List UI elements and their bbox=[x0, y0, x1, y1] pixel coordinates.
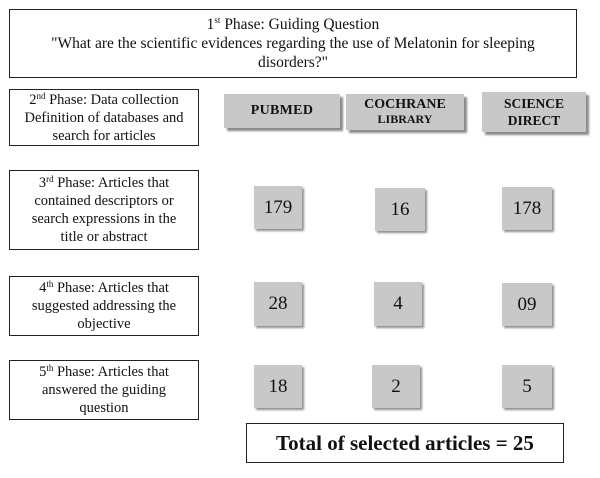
phase-2-line-3: search for articles bbox=[52, 127, 156, 144]
phase-2-box bbox=[9, 89, 199, 146]
phase-5-line-3: question bbox=[79, 400, 129, 416]
database-science-direct: SCIENCE DIRECT bbox=[482, 92, 586, 132]
database-cochrane-library: COCHRANE LIBRARY bbox=[346, 94, 464, 130]
phase-4-heading: 4th Phase: Articles that bbox=[39, 279, 169, 296]
phase-3-line-3: search expressions in the bbox=[31, 211, 177, 227]
phase-3-heading: 3rd Phase: Articles that bbox=[38, 174, 170, 191]
count-phase-4-science-direct: 09 bbox=[502, 283, 552, 326]
phase-5-line-2: answered the guiding bbox=[41, 382, 167, 398]
phase-3-box bbox=[9, 170, 199, 250]
count-phase-4-pubmed: 28 bbox=[254, 282, 302, 326]
phase-4-line-3: objective bbox=[77, 316, 131, 332]
phase-5-box bbox=[9, 360, 199, 420]
count-phase-3-science-direct: 178 bbox=[502, 187, 552, 230]
count-phase-5-cochrane: 2 bbox=[372, 365, 420, 408]
phase-4-line-2: suggested addressing the bbox=[31, 298, 177, 314]
phase-4-box bbox=[9, 276, 199, 336]
phase-3-line-4: title or abstract bbox=[60, 229, 148, 245]
count-phase-3-pubmed: 179 bbox=[254, 186, 302, 229]
phase-2-line-2: Definition of databases and bbox=[24, 109, 184, 126]
count-phase-4-cochrane: 4 bbox=[374, 282, 422, 326]
guiding-question-line-1: "What are the scientific evidences regarding the use of Melatonin for sleeping bbox=[51, 35, 535, 52]
guiding-question-line-2: disorders?" bbox=[257, 54, 329, 71]
database-pubmed: PUBMED bbox=[224, 94, 340, 128]
count-phase-5-pubmed: 18 bbox=[254, 365, 302, 408]
phase-3-line-2: contained descriptors or bbox=[34, 193, 174, 209]
phase-1-heading: 1st Phase: Guiding Question bbox=[206, 15, 380, 33]
count-phase-3-cochrane: 16 bbox=[375, 188, 425, 231]
phase-2-heading: 2nd Phase: Data collection bbox=[29, 90, 179, 108]
count-phase-5-science-direct: 5 bbox=[502, 365, 552, 408]
total-selected-articles: Total of selected articles = 25 bbox=[246, 423, 564, 463]
phase-5-heading: 5th Phase: Articles that bbox=[39, 363, 169, 380]
guiding-question-box bbox=[9, 9, 577, 78]
